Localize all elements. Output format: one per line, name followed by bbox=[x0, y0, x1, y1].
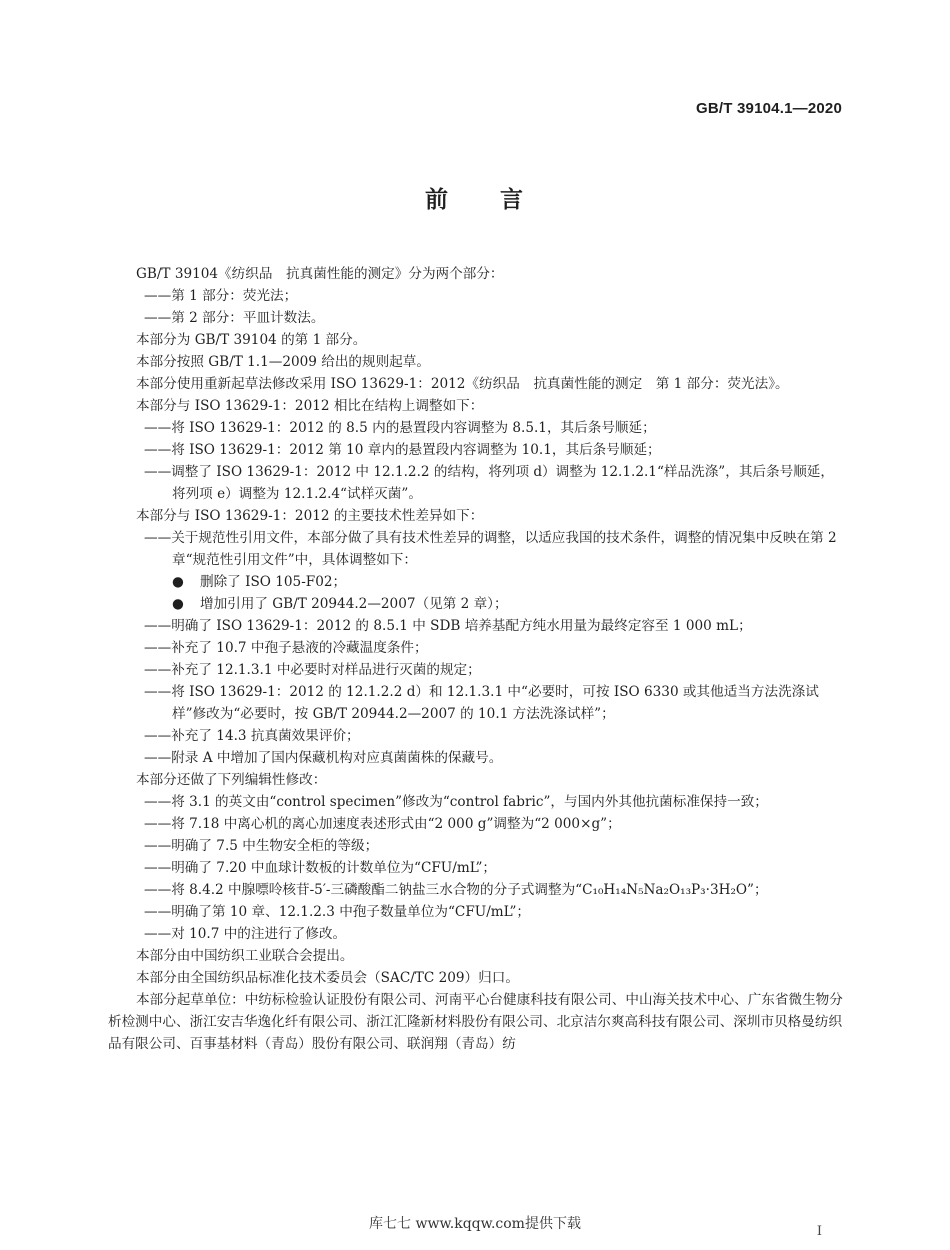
list-item-dash: ——明确了第 10 章、12.1.2.3 中孢子数量单位为“CFU/mL”； bbox=[144, 904, 530, 920]
paragraph: 本部分还做了下列编辑性修改： bbox=[136, 772, 327, 788]
list-item-dash: ——补充了 14.3 抗真菌效果评价； bbox=[144, 728, 360, 744]
bullet-text: 删除了 ISO 105-F02； bbox=[200, 574, 347, 590]
list-item-dash: ——第 1 部分：荧光法； bbox=[144, 288, 298, 304]
list-item-dash: ——将 ISO 13629-1：2012 第 10 章内的悬置段内容调整为 10.1，其后条号顺延； bbox=[144, 442, 661, 458]
list-item-dash: ——补充了 10.7 中孢子悬液的冷藏温度条件； bbox=[144, 640, 428, 656]
list-item-bullet bbox=[108, 593, 844, 615]
list-item-dash: ——明确了 7.20 中血球计数板的计数单位为“CFU/mL”； bbox=[144, 860, 497, 876]
page-title: 前 言 bbox=[425, 187, 525, 213]
bullet-icon: ● bbox=[172, 596, 184, 612]
paragraph: GB/T 39104《纺织品 抗真菌性能的测定》分为两个部分： bbox=[136, 266, 504, 282]
list-item-dash: ——将 ISO 13629-1：2012 的 12.1.2.2 d）和 12.1.3.1 中“必要时，可按 ISO 6330 或其他适当方法洗涤试样”修改为“必要时，按 GB/T 20944.2—2007 的 10.1 方法洗涤试样”； bbox=[144, 684, 819, 722]
paragraph: 本部分使用重新起草法修改采用 ISO 13629-1：2012《纺织品 抗真菌性能的测定 第 1 部分：荧光法》。 bbox=[136, 376, 789, 392]
list-item-dash: ——将 8.4.2 中腺嘌呤核苷-5′-三磷酸酯二钠盐三水合物的分子式调整为“C₁₀H₁₄N₅Na₂O₁₃P₃·3H₂O”； bbox=[144, 882, 768, 898]
list-item-dash: ——明确了 7.5 中生物安全柜的等级； bbox=[144, 838, 379, 854]
paragraph: 本部分由中国纺织工业联合会提出。 bbox=[136, 948, 354, 964]
paragraph: 本部分与 ISO 13629-1：2012 相比在结构上调整如下： bbox=[136, 398, 484, 414]
list-item-dash: ——补充了 12.1.3.1 中必要时对样品进行灭菌的规定； bbox=[144, 662, 481, 678]
list-item-dash: ——将 3.1 的英文由“control specimen”修改为“control fabric”，与国内外其他抗菌标准保持一致； bbox=[144, 794, 768, 810]
page-number: I bbox=[816, 1224, 822, 1239]
paragraph: 本部分为 GB/T 39104 的第 1 部分。 bbox=[136, 332, 367, 348]
list-item-bullet bbox=[108, 571, 844, 593]
bullet-text: 增加引用了 GB/T 20944.2—2007（见第 2 章）； bbox=[200, 596, 508, 612]
paragraph: 本部分由全国纺织品标准化技术委员会（SAC/TC 209）归口。 bbox=[136, 970, 519, 986]
footer-watermark: 库七七 www.kqqw.com提供下载 bbox=[369, 1216, 581, 1232]
list-item-dash: ——明确了 ISO 13629-1：2012 的 8.5.1 中 SDB 培养基配方纯水用量为最终定容至 1 000 mL； bbox=[144, 618, 752, 634]
paragraph: 本部分按照 GB/T 1.1—2009 给出的规则起草。 bbox=[136, 354, 430, 370]
list-item-dash: ——关于规范性引用文件，本部分做了具有技术性差异的调整，以适应我国的技术条件，调整的情况集中反映在第 2 章“规范性引用文件”中，具体调整如下： bbox=[144, 530, 837, 568]
list-item-dash: ——调整了 ISO 13629-1：2012 中 12.1.2.2 的结构，将列项 d）调整为 12.1.2.1“样品洗涤”，其后条号顺延，将列项 e）调整为 12.1.2.4“试样灭菌”。 bbox=[144, 464, 834, 502]
list-item-dash: ——将 ISO 13629-1：2012 的 8.5 内的悬置段内容调整为 8.5.1，其后条号顺延； bbox=[144, 420, 656, 436]
bullet-icon: ● bbox=[172, 574, 184, 590]
document-code: GB/T 39104.1—2020 bbox=[696, 100, 842, 117]
document-body bbox=[108, 263, 844, 1233]
list-item-dash: ——将 7.18 中离心机的离心加速度表述形式由“2 000 g”调整为“2 000×g”； bbox=[144, 816, 621, 832]
list-item-dash: ——附录 A 中增加了国内保藏机构对应真菌菌株的保藏号。 bbox=[144, 750, 503, 766]
paragraph: 本部分起草单位：中纺标检验认证股份有限公司、河南平心台健康科技有限公司、中山海关技术中心、广东省微生物分析检测中心、浙江安吉华逸化纤有限公司、浙江汇隆新材料股份有限公司、北京洁尔爽高科技有限公司、深圳市贝格曼纺织品有限公司、百事基材料（青岛）股份有限公司、联润翔（青岛）纺 bbox=[108, 992, 843, 1052]
paragraph: 本部分与 ISO 13629-1：2012 的主要技术性差异如下： bbox=[136, 508, 484, 524]
list-item-dash: ——对 10.7 中的注进行了修改。 bbox=[144, 926, 347, 942]
list-item-dash: ——第 2 部分：平皿计数法。 bbox=[144, 310, 325, 326]
